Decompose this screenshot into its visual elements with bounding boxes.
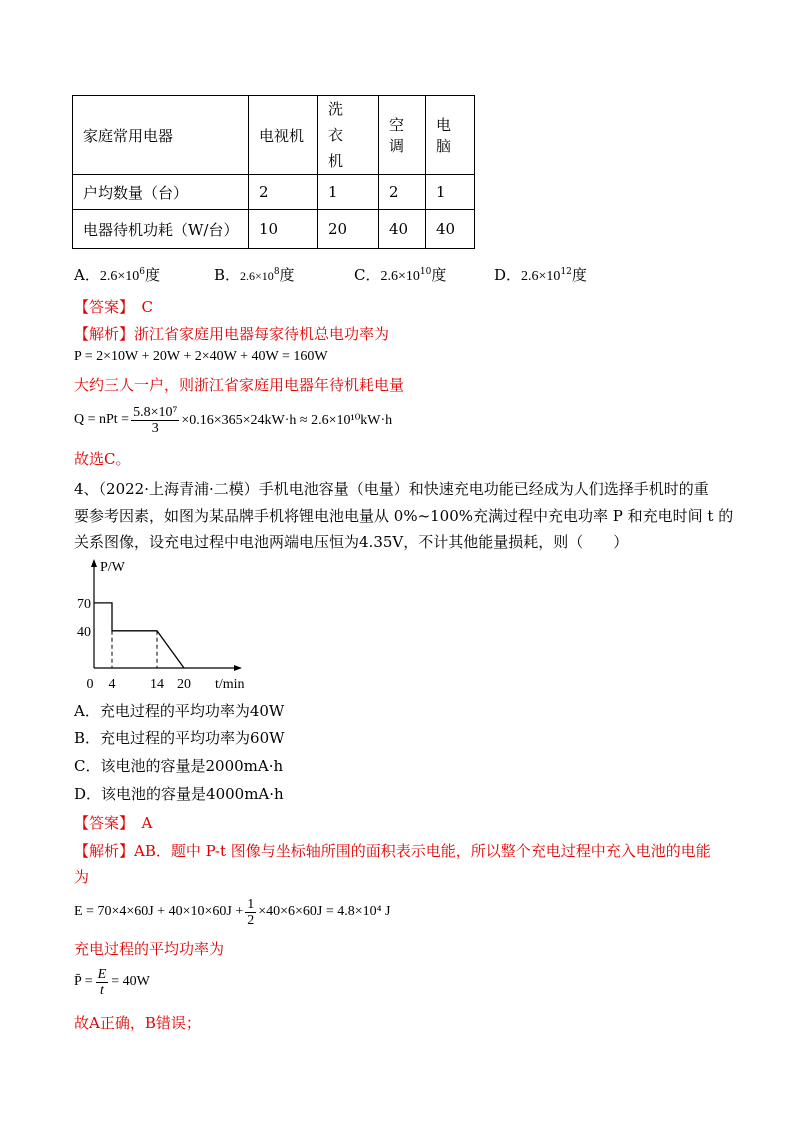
washer-label-top: 洗 衣 bbox=[328, 100, 359, 144]
table-cell: 电器待机功耗（W/台） bbox=[73, 210, 249, 249]
eq-fraction bbox=[245, 897, 256, 928]
table-header-cell: 电脑 bbox=[426, 96, 475, 175]
q4-answer bbox=[74, 812, 152, 833]
q4-analysis-line2: 为 bbox=[74, 868, 90, 886]
answer-tag: 【答案】 bbox=[74, 298, 127, 316]
table-cell: 2 bbox=[379, 175, 426, 210]
eq-denominator: t bbox=[100, 982, 104, 998]
table-row bbox=[73, 175, 475, 210]
eq-left: Q = nPt = bbox=[74, 412, 130, 427]
appliance-table bbox=[72, 95, 475, 249]
eq-right: = 40W bbox=[111, 974, 150, 989]
q3-option-c bbox=[354, 264, 446, 285]
q3-option-d bbox=[494, 264, 587, 285]
table-cell: 10 bbox=[249, 210, 318, 249]
q3-analysis bbox=[74, 323, 389, 344]
x-tick-label: 14 bbox=[150, 677, 164, 692]
q3-equation-energy bbox=[74, 400, 392, 440]
table-header-cell: 空调 bbox=[379, 96, 426, 175]
q4-option-c: C．该电池的容量是2000mA·h bbox=[74, 757, 284, 775]
x-axis-label: t/min bbox=[215, 677, 245, 692]
option-label: A． bbox=[74, 266, 100, 284]
q4-equation-average bbox=[74, 962, 150, 1002]
q4-stem-line1: 4、（2022·上海青浦·二模）手机电池容量（电量）和快速充电功能已经成为人们选择手机时的重 bbox=[74, 480, 709, 498]
q4-stem-line3: 关系图像，设充电过程中电池两端电压恒为4.35V，不计其他能量损耗，则（ ） bbox=[74, 533, 629, 551]
power-series-line bbox=[94, 603, 184, 668]
table-cell: 20 bbox=[318, 210, 379, 249]
eq-right: ×40×6×60J = 4.8×10⁴ J bbox=[258, 904, 391, 919]
eq-denominator: 2 bbox=[247, 912, 255, 928]
x-tick-label: 4 bbox=[108, 677, 116, 692]
q4-average-power-line: 充电过程的平均功率为 bbox=[74, 940, 225, 958]
q4-analysis bbox=[74, 840, 711, 861]
option-label: D． bbox=[494, 266, 522, 284]
y-axis-arrow bbox=[91, 559, 97, 567]
q3-option-b bbox=[214, 264, 295, 285]
option-label: B． bbox=[214, 266, 241, 284]
y-tick-label: 70 bbox=[77, 596, 91, 612]
analysis-text: 浙江省家庭用电器每家待机总电功率为 bbox=[134, 325, 390, 343]
option-mantissa: 2.6×10 bbox=[240, 269, 274, 283]
y-axis-label: P/W bbox=[100, 560, 125, 575]
washer-label-bottom: 机 bbox=[328, 152, 344, 170]
q4-conclusion: 故A正确，B错误； bbox=[74, 1014, 201, 1032]
q4-option-a: A．充电过程的平均功率为40W bbox=[74, 702, 285, 720]
option-unit: 度 bbox=[279, 266, 295, 284]
q3-conclusion: 故选C。 bbox=[74, 450, 131, 468]
eq-denominator: 3 bbox=[151, 420, 159, 436]
q3-option-a bbox=[74, 264, 160, 285]
analysis-tag: 【解析】 bbox=[74, 325, 135, 343]
x-tick-label: 20 bbox=[177, 677, 191, 692]
table-cell: 1 bbox=[426, 175, 475, 210]
option-mantissa: 2.6×10 bbox=[521, 269, 561, 284]
option-exp: 12 bbox=[560, 267, 572, 277]
table-cell: 2 bbox=[249, 175, 318, 210]
y-tick-label: 40 bbox=[77, 624, 91, 640]
option-exp: 8 bbox=[273, 267, 280, 277]
q3-analysis-line2: 大约三人一户，则浙江省家庭用电器年待机耗电量 bbox=[74, 376, 405, 394]
option-unit: 度 bbox=[431, 266, 447, 284]
option-exp: 6 bbox=[139, 267, 145, 277]
table-header-cell bbox=[318, 96, 379, 175]
eq-numerator: 5.8×10⁷ bbox=[133, 404, 178, 420]
option-unit: 度 bbox=[571, 266, 587, 284]
answer-value: C bbox=[141, 298, 154, 316]
q4-stem-line2: 要参考因素，如图为某品牌手机将锂电池电量从 0%~100%充满过程中充电功率 P 和充电时间 t 的 bbox=[74, 507, 734, 525]
option-mantissa: 2.6×10 bbox=[380, 269, 420, 284]
table-header-row bbox=[73, 96, 475, 175]
analysis-text: AB．题中 P-t 图像与坐标轴所围的面积表示电能，所以整个充电过程中充入电池的电能 bbox=[134, 842, 711, 860]
table-header-cell: 家庭常用电器 bbox=[73, 96, 249, 175]
option-mantissa: 2.6×10 bbox=[99, 269, 140, 284]
option-unit: 度 bbox=[144, 266, 160, 284]
eq-numerator: 1 bbox=[247, 896, 255, 912]
answer-value: A bbox=[141, 814, 153, 832]
analysis-tag: 【解析】 bbox=[74, 842, 135, 860]
eq-fraction bbox=[131, 405, 179, 436]
eq-fraction bbox=[96, 967, 109, 998]
q4-option-b: B．充电过程的平均功率为60W bbox=[74, 729, 285, 747]
eq-right: ×0.16×365×24kW·h ≈ 2.6×10¹⁰kW·h bbox=[181, 412, 393, 428]
answer-tag: 【答案】 bbox=[74, 814, 127, 832]
eq-left: P̄ = bbox=[74, 974, 93, 989]
option-label: C． bbox=[354, 266, 381, 284]
table-cell: 40 bbox=[426, 210, 475, 249]
table-cell: 户均数量（台） bbox=[73, 175, 249, 210]
q4-option-d: D．该电池的容量是4000mA·h bbox=[74, 785, 284, 803]
table-cell: 40 bbox=[379, 210, 426, 249]
eq-numerator: E bbox=[97, 966, 107, 982]
q4-equation-energy bbox=[74, 892, 390, 932]
x-axis-arrow bbox=[234, 665, 242, 671]
q3-equation-power: P = 2×10W + 20W + 2×40W + 40W = 160W bbox=[74, 349, 328, 364]
q3-answer bbox=[74, 296, 153, 317]
table-header-cell: 电视机 bbox=[249, 96, 318, 175]
x-tick-label: 0 bbox=[86, 677, 94, 692]
power-time-chart bbox=[70, 555, 260, 695]
table-row bbox=[73, 210, 475, 249]
eq-left: E = 70×4×60J + 40×10×60J + bbox=[74, 904, 244, 919]
option-exp: 10 bbox=[419, 267, 432, 277]
table-cell: 1 bbox=[318, 175, 379, 210]
